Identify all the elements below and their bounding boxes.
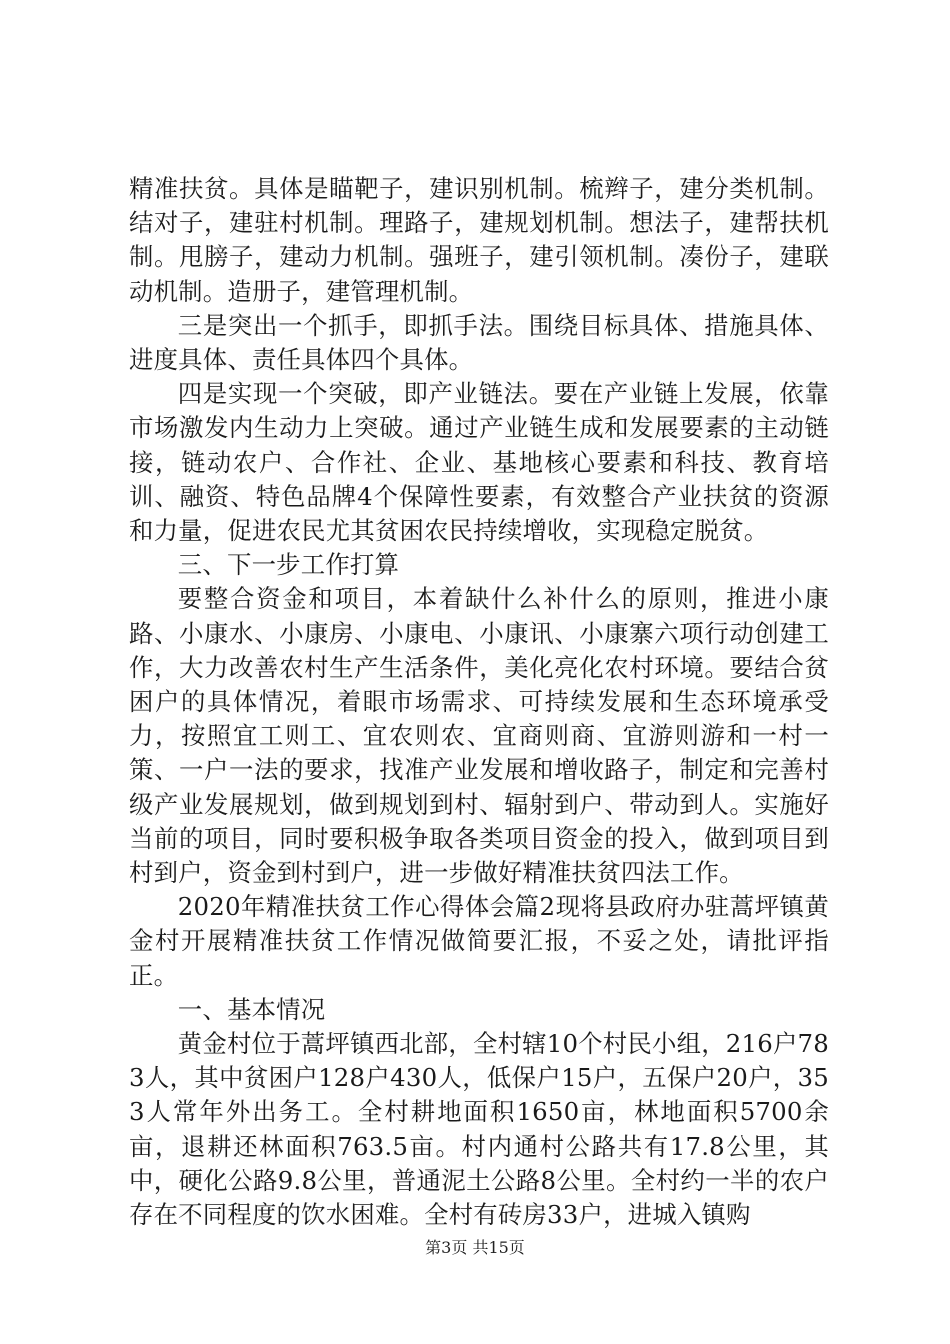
page-footer: 第3页 共15页 [425,1238,525,1257]
section-heading: 三、下一步工作打算 [177,550,400,580]
paragraph: 三是突出一个抓手，即抓手法。围绕目标具体、措施具体、进度具体、责任具体四个具体。 [129,310,829,375]
paragraph: 精准扶贫。具体是瞄靶子，建识别机制。梳辫子，建分类机制。结对子，建驻村机制。理路子，建规划机制。想法子，建帮扶机制。甩膀子，建动力机制。强班子，建引领机制。凑份子，建联动机制。造册子，建管理机制。 [129,174,829,306]
paragraph: 黄金村位于蒿坪镇西北部，全村辖10个村民小组，216户783人，其中贫困户128户430人，低保户15户，五保户20户，353人常年外出务工。全村耕地面积1650亩，林地面积5700余亩，退耕还林面积763.5亩。村内通村公路共有17.8公里，其中，硬化公路9.8公里，普通泥土公路8公里。全村约一半的农户存在不同程度的饮水困难。全村有砖房33户，进城入镇购 [129,1029,829,1230]
paragraph: 要整合资金和项目，本着缺什么补什么的原则，推进小康路、小康水、小康房、小康电、小康讯、小康寨六项行动创建工作，大力改善农村生产生活条件，美化亮化农村环境。要结合贫困户的具体情况，着眼市场需求、可持续发展和生态环境承受力，按照宜工则工、宜农则农、宜商则商、宜游则游和一村一策、一户一法的要求，找准产业发展和增收路子，制定和完善村级产业发展规划，做到规划到村、辐射到户、带动到人。实施好当前的项目，同时要积极争取各类项目资金的投入，做到项目到村到户，资金到村到户，进一步做好精准扶贫四法工作。 [129,584,829,888]
paragraph: 2020年精准扶贫工作心得体会篇2现将县政府办驻蒿坪镇黄金村开展精准扶贫工作情况做简要汇报，不妥之处，请批评指正。 [129,892,829,990]
section-heading: 一、基本情况 [177,994,326,1024]
document-body [129,172,829,1232]
paragraph: 四是实现一个突破，即产业链法。要在产业链上发展，依靠市场激发内生动力上突破。通过产业链生成和发展要素的主动链接，链动农户、合作社、企业、基地核心要素和科技、教育培训、融资、特色品牌4个保障性要素，有效整合产业扶贫的资源和力量，促进农民尤其贫困农民持续增收，实现稳定脱贫。 [129,379,829,546]
